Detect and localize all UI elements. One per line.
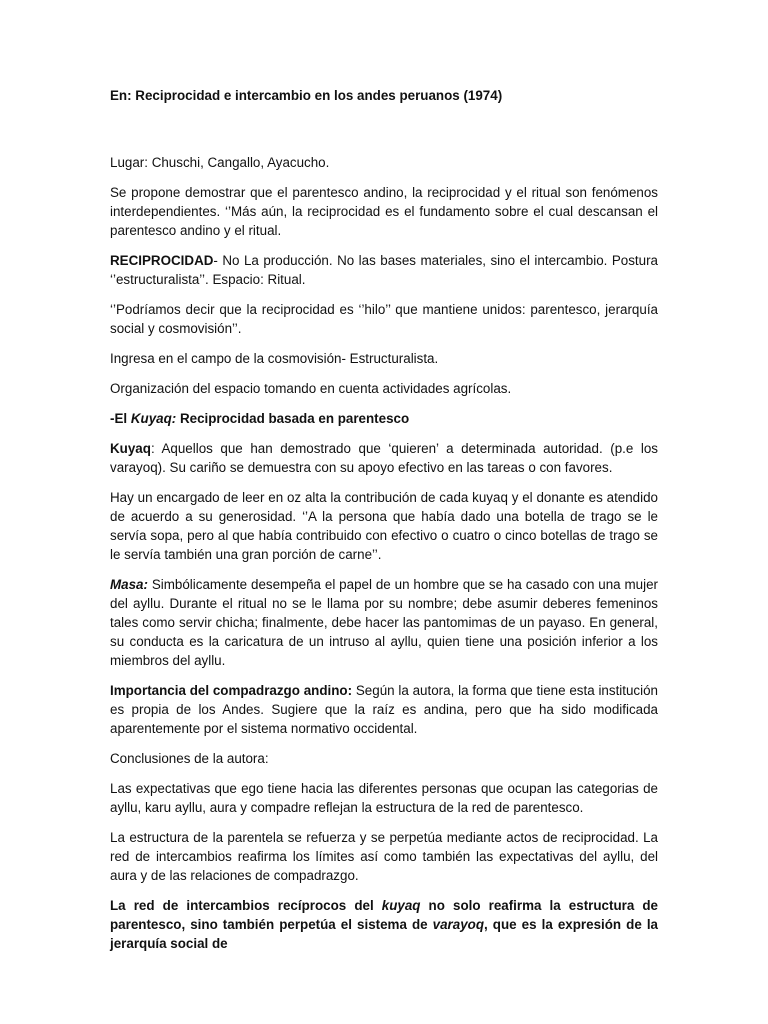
compadrazgo-text: Según la autora, la forma que tiene esta institución es propia de los Andes. Sugiere que la raíz es andina, pero que ha sido modificada aparentemente por el sistema normativo occidental. xyxy=(110,683,659,736)
kuyaq-heading-prefix: -El xyxy=(110,411,131,426)
paragraph-red-intercambios xyxy=(110,896,658,953)
conclusiones-heading: Conclusiones de la autora: xyxy=(110,751,269,766)
kuyaq-heading-text: Reciprocidad basada en parentesco xyxy=(176,411,410,426)
reciprocidad-text: - No La producción. No las bases materiales, sino el intercambio. Postura ‘’estructuralista’’. Espacio: Ritual. xyxy=(110,253,658,287)
reciprocidad-term: RECIPROCIDAD xyxy=(110,253,214,268)
kuyaq-term: Kuyaq xyxy=(110,441,151,456)
paragraph-hilo-quote: ‘’Podríamos decir que la reciprocidad es ‘’hilo’’ que mantiene unidos: parentesco, jerarquía social y cosmovisión’’. xyxy=(110,302,658,336)
compadrazgo-term: Importancia del compadrazgo andino: xyxy=(110,683,353,698)
paragraph-organizacion: Organización del espacio tomando en cuenta actividades agrícolas. xyxy=(110,381,512,396)
red-text-b: no solo reafirma la estructura de parentesco, sino también perpetúa el sistema de xyxy=(110,898,658,932)
red-text-a: La red de intercambios recíprocos del xyxy=(110,898,382,913)
masa-term: Masa: xyxy=(110,577,148,592)
paragraph-cosmovision: Ingresa en el campo de la cosmovisión- Estructuralista. xyxy=(110,351,439,366)
paragraph-expectativas: Las expectativas que ego tiene hacia las diferentes personas que ocupan las categorias de ayllu, karu ayllu, aura y compadre reflejan la estructura de la red de parentesco. xyxy=(110,781,658,815)
paragraph-parentela: La estructura de la parentela se refuerza y se perpetúa mediante actos de reciprocidad. La red de intercambios reafirma los límites así como también las expectativas del ayllu, del aura y de las relaciones de compadrazgo. xyxy=(110,830,658,883)
paragraph-masa xyxy=(110,575,658,670)
red-text-c: , que es la expresión de la jerarquía social de xyxy=(110,917,658,951)
lugar-line: Lugar: Chuschi, Cangallo, Ayacucho. xyxy=(110,155,330,170)
kuyaq-heading xyxy=(110,409,658,428)
kuyaq-definition-text: : Aquellos que han demostrado que ‘quieren’ a determinada autoridad. (p.e los varayoq). Su cariño se demuestra con su apoyo efectivo en las tareas o con favores. xyxy=(110,441,658,475)
document-title: En: Reciprocidad e intercambio en los andes peruanos (1974) xyxy=(110,88,503,103)
paragraph-reciprocidad xyxy=(110,251,658,289)
paragraph-interdependence: Se propone demostrar que el parentesco andino, la reciprocidad y el ritual son fenómenos interdependientes. ‘’Más aún, la reciprocidad es el fundamento sobre el cual descansan el parentesco andino y el ritual. xyxy=(110,185,658,238)
paragraph-compadrazgo xyxy=(110,681,658,738)
red-term-varayoq: varayoq xyxy=(432,917,485,932)
paragraph-kuyaq-definition xyxy=(110,439,658,477)
paragraph-contribucion: Hay un encargado de leer en oz alta la contribución de cada kuyaq y el donante es atendido de acuerdo a su generosidad. ‘’A la persona que había dado una botella de trago se le servía sopa, pero al que había contribuido con efectivo o cuatro o cinco botellas de trago se le servía también una gran porción de carne’’. xyxy=(110,490,658,562)
masa-text: Simbólicamente desempeña el papel de un hombre que se ha casado con una mujer del ayllu. Durante el ritual no se le llama por su nombre; debe asumir deberes femeninos tales como servir chicha; finalmente, debe hacer las pantomimas de un payaso. En general, su conducta es la caricatura de un intruso al ayllu, quien tiene una posición inferior a los miembros del ayllu. xyxy=(110,577,658,668)
red-term-kuyaq: kuyaq xyxy=(381,898,421,913)
kuyaq-heading-term: Kuyaq: xyxy=(130,411,177,426)
